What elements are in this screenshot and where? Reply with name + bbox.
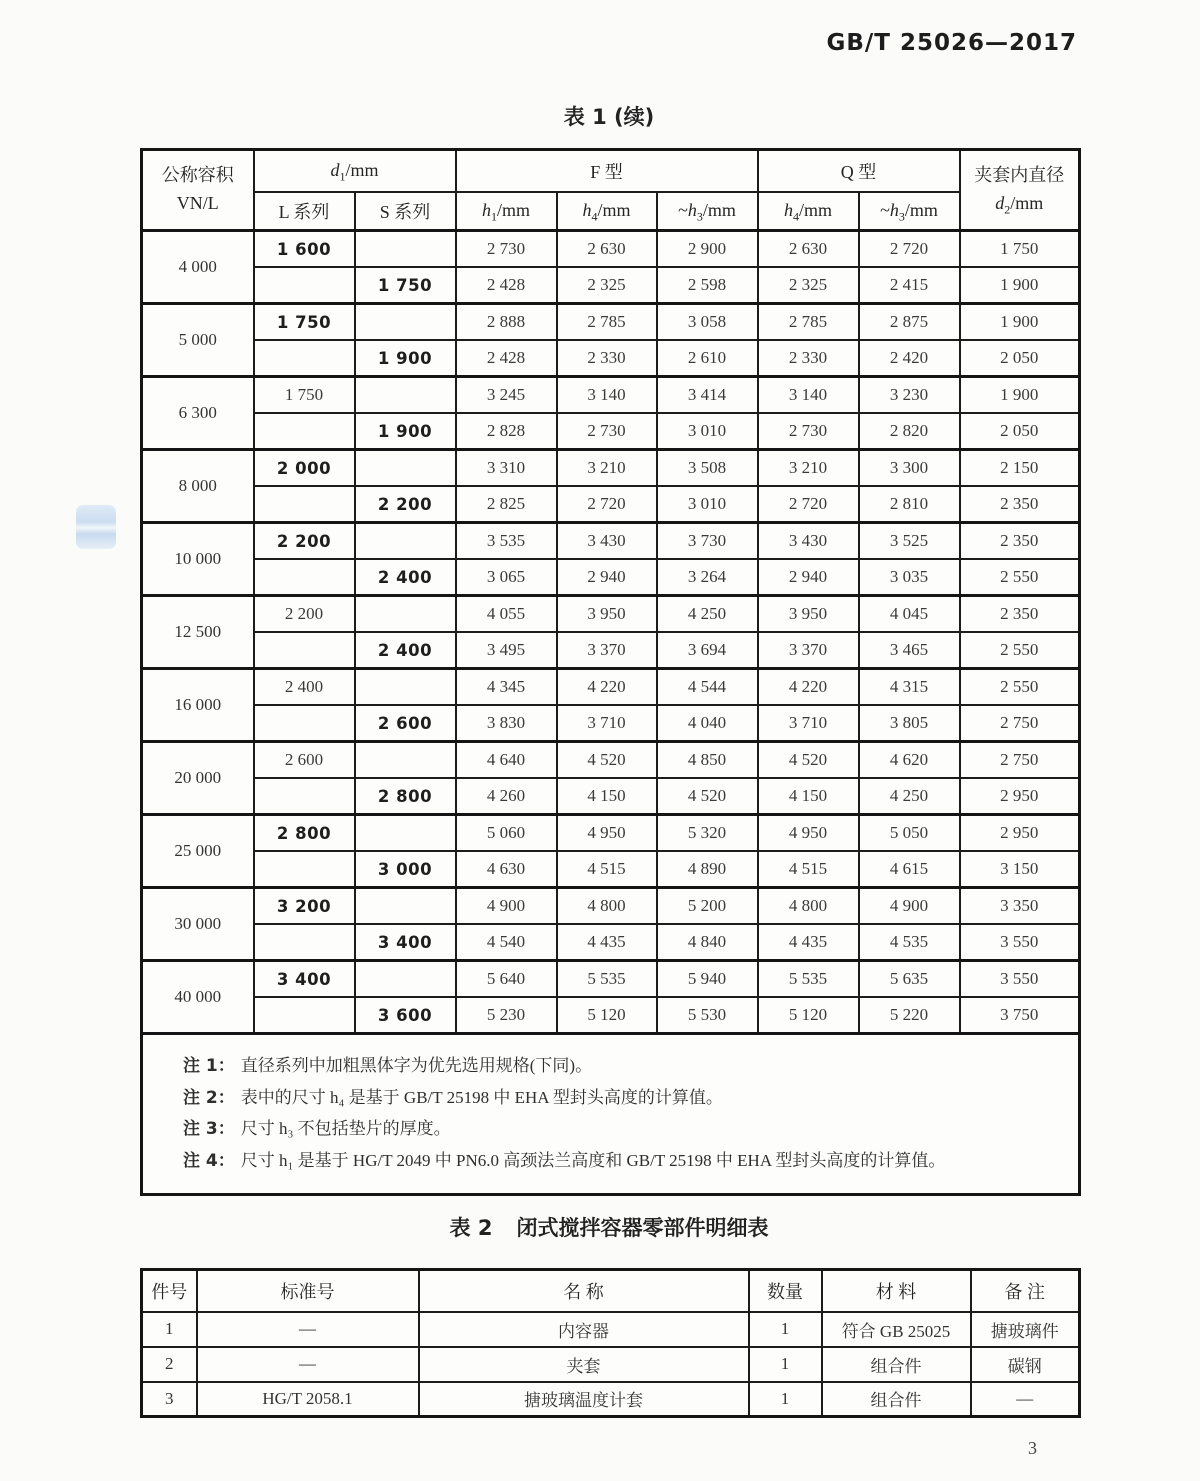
table2-header-col-2: 名 称 <box>419 1270 749 1312</box>
table1-row <box>142 778 1080 815</box>
table1-row <box>142 559 1080 596</box>
header-volume <box>142 150 254 231</box>
volume-cell: 30 000 <box>142 888 254 961</box>
cell-d1-s-series: 1 900 <box>355 340 456 377</box>
table2-header-col-0: 件号 <box>142 1270 197 1312</box>
cell-f-h1: 4 900 <box>456 888 557 925</box>
cell-f-h4: 4 435 <box>557 924 657 961</box>
table1-row <box>142 815 1080 852</box>
cell-f-h1: 4 055 <box>456 596 557 633</box>
cell-d2: 1 750 <box>960 231 1080 268</box>
cell-d1-s-series <box>355 377 456 414</box>
table2-row <box>142 1347 1080 1382</box>
dim-unit: /mm <box>799 200 833 221</box>
note-label: 注 2： <box>183 1087 235 1108</box>
table2-header-col-1: 标准号 <box>197 1270 419 1312</box>
cell-d1-l-series <box>254 778 355 815</box>
table2-header-row <box>142 1270 1080 1312</box>
cell-q-h3: 5 220 <box>859 997 960 1034</box>
cell-f-h4: 2 730 <box>557 413 657 450</box>
dim-subscript: 4 <box>591 209 598 224</box>
cell-f-h4: 4 220 <box>557 669 657 706</box>
volume-cell: 8 000 <box>142 450 254 523</box>
dim-unit: /mm <box>702 200 736 221</box>
cell-d1-l-series: 2 800 <box>254 815 355 852</box>
cell-q-h3: 4 620 <box>859 742 960 779</box>
cell-d1-l-series: 3 400 <box>254 961 355 998</box>
table2-row <box>142 1382 1080 1417</box>
cell-f-h1: 2 730 <box>456 231 557 268</box>
cell-d2: 2 050 <box>960 413 1080 450</box>
cell-q-h4: 3 430 <box>758 523 859 560</box>
cell-d1-s-series: 3 000 <box>355 851 456 888</box>
cell-q-h3: 4 045 <box>859 596 960 633</box>
cell-d1-l-series <box>254 267 355 304</box>
cell-f-h3: 3 414 <box>657 377 758 414</box>
table1-row <box>142 377 1080 414</box>
cell-f-h3: 4 890 <box>657 851 758 888</box>
table2-cell-r3-c4: 1 <box>749 1382 822 1417</box>
cell-d1-l-series <box>254 851 355 888</box>
cell-q-h4: 3 210 <box>758 450 859 487</box>
cell-f-h1: 3 495 <box>456 632 557 669</box>
dim-subscript: 3 <box>696 209 703 224</box>
table1-body <box>142 231 1080 1034</box>
cell-d1-s-series <box>355 596 456 633</box>
cell-f-h1: 5 230 <box>456 997 557 1034</box>
cell-d2: 2 350 <box>960 523 1080 560</box>
tilde-prefix: ~ <box>880 200 890 221</box>
cell-d2: 3 750 <box>960 997 1080 1034</box>
note-text: 尺寸 h₃ 不包括垫片的厚度。 <box>240 1119 451 1139</box>
header-dim-col-0 <box>456 192 557 231</box>
cell-f-h3: 2 598 <box>657 267 758 304</box>
cell-d1-s-series: 2 600 <box>355 705 456 742</box>
cell-d2: 2 950 <box>960 815 1080 852</box>
cell-f-h4: 2 940 <box>557 559 657 596</box>
cell-q-h4: 4 150 <box>758 778 859 815</box>
cell-d1-s-series: 2 400 <box>355 559 456 596</box>
table1-row <box>142 340 1080 377</box>
volume-cell: 20 000 <box>142 742 254 815</box>
cell-q-h4: 2 325 <box>758 267 859 304</box>
cell-d1-l-series: 1 750 <box>254 377 355 414</box>
cell-q-h3: 3 465 <box>859 632 960 669</box>
cell-d1-s-series: 1 900 <box>355 413 456 450</box>
cell-d1-s-series <box>355 888 456 925</box>
cell-q-h4: 4 950 <box>758 815 859 852</box>
cell-d1-l-series <box>254 559 355 596</box>
cell-d2: 1 900 <box>960 304 1080 341</box>
table1-row <box>142 486 1080 523</box>
cell-f-h1: 2 828 <box>456 413 557 450</box>
cell-f-h3: 5 200 <box>657 888 758 925</box>
cell-q-h3: 5 050 <box>859 815 960 852</box>
cell-q-h4: 2 940 <box>758 559 859 596</box>
volume-cell: 10 000 <box>142 523 254 596</box>
table1-row <box>142 267 1080 304</box>
cell-d1-s-series <box>355 450 456 487</box>
cell-d1-s-series <box>355 742 456 779</box>
cell-d2: 1 900 <box>960 267 1080 304</box>
cell-f-h4: 4 950 <box>557 815 657 852</box>
cell-f-h1: 4 640 <box>456 742 557 779</box>
note-label: 注 1： <box>183 1056 235 1076</box>
cell-d1-l-series: 2 200 <box>254 596 355 633</box>
table1-row <box>142 961 1080 998</box>
header-dim-col-4 <box>859 192 960 231</box>
cell-d1-s-series <box>355 961 456 998</box>
cell-d2: 2 150 <box>960 450 1080 487</box>
dim-subscript: 1 <box>491 209 497 224</box>
cell-d2: 3 350 <box>960 888 1080 925</box>
cell-d1-l-series <box>254 997 355 1034</box>
note-2 <box>183 1086 1060 1111</box>
cell-f-h4: 2 785 <box>557 304 657 341</box>
cell-f-h4: 4 515 <box>557 851 657 888</box>
cell-f-h3: 5 940 <box>657 961 758 998</box>
dim-letter: h <box>482 200 491 221</box>
table1-row <box>142 669 1080 706</box>
watermark-blob <box>76 505 116 549</box>
cell-d2: 1 900 <box>960 377 1080 414</box>
cell-q-h3: 3 035 <box>859 559 960 596</box>
cell-d1-s-series <box>355 523 456 560</box>
cell-d1-l-series: 3 200 <box>254 888 355 925</box>
cell-f-h1: 3 065 <box>456 559 557 596</box>
dim-unit: /mm <box>597 200 631 221</box>
cell-q-h3: 2 720 <box>859 231 960 268</box>
table2-title <box>140 1212 1078 1242</box>
cell-d1-s-series: 2 200 <box>355 486 456 523</box>
table1-row <box>142 413 1080 450</box>
cell-f-h3: 3 010 <box>657 486 758 523</box>
cell-f-h1: 4 540 <box>456 924 557 961</box>
cell-q-h3: 3 525 <box>859 523 960 560</box>
cell-f-h4: 2 330 <box>557 340 657 377</box>
cell-q-h3: 3 230 <box>859 377 960 414</box>
cell-d1-s-series: 2 400 <box>355 632 456 669</box>
cell-q-h3: 4 900 <box>859 888 960 925</box>
cell-f-h3: 3 010 <box>657 413 758 450</box>
cell-d2: 3 150 <box>960 851 1080 888</box>
cell-f-h1: 4 345 <box>456 669 557 706</box>
cell-d1-s-series <box>355 231 456 268</box>
volume-cell: 40 000 <box>142 961 254 1034</box>
cell-d2: 2 550 <box>960 632 1080 669</box>
note-text: 直径系列中加粗黑体字为优先选用规格(下同)。 <box>240 1056 593 1075</box>
cell-d1-s-series <box>355 669 456 706</box>
cell-q-h3: 2 820 <box>859 413 960 450</box>
cell-d1-l-series <box>254 705 355 742</box>
cell-f-h1: 3 245 <box>456 377 557 414</box>
tilde-prefix: ~ <box>678 200 688 221</box>
table2-cell-r3-c3: 搪玻璃温度计套 <box>419 1382 749 1417</box>
cell-d2: 2 550 <box>960 559 1080 596</box>
cell-d2: 3 550 <box>960 924 1080 961</box>
header-volume-line1: 公称容积 <box>161 165 234 186</box>
table2-cell-r3-c5: 组合件 <box>822 1382 971 1417</box>
header-d2-line2: $d_2/mm$ <box>995 193 1044 217</box>
cell-d1-l-series <box>254 340 355 377</box>
cell-q-h3: 3 805 <box>859 705 960 742</box>
cell-f-h4: 5 535 <box>557 961 657 998</box>
cell-d1-l-series: 1 750 <box>254 304 355 341</box>
cell-f-h1: 2 825 <box>456 486 557 523</box>
cell-f-h4: 4 150 <box>557 778 657 815</box>
table2-cell-r2-c1: 2 <box>142 1347 197 1382</box>
table1-row <box>142 231 1080 268</box>
header-s-series: S 系列 <box>355 192 456 231</box>
cell-q-h4: 4 220 <box>758 669 859 706</box>
cell-d2: 2 050 <box>960 340 1080 377</box>
standard-code: GB/T 25026—2017 <box>826 30 1077 56</box>
cell-d2: 2 950 <box>960 778 1080 815</box>
table2-cell-r2-c6: 碳钢 <box>971 1347 1080 1382</box>
volume-cell: 16 000 <box>142 669 254 742</box>
cell-q-h4: 3 140 <box>758 377 859 414</box>
table1-row <box>142 632 1080 669</box>
header-d1-group: $d_1/mm$ <box>254 150 456 192</box>
header-dim-col-3 <box>758 192 859 231</box>
cell-q-h4: 2 630 <box>758 231 859 268</box>
table1-row <box>142 596 1080 633</box>
cell-f-h3: 5 320 <box>657 815 758 852</box>
cell-d2: 3 550 <box>960 961 1080 998</box>
cell-d1-l-series: 1 600 <box>254 231 355 268</box>
table2-title-text: 闭式搅拌容器零部件明细表 <box>516 1216 769 1240</box>
cell-q-h4: 3 950 <box>758 596 859 633</box>
table1-subheader-row <box>142 192 1080 231</box>
cell-q-h3: 2 415 <box>859 267 960 304</box>
dim-letter: h <box>687 200 697 221</box>
note-label: 注 3： <box>183 1119 235 1140</box>
cell-q-h3: 4 315 <box>859 669 960 706</box>
cell-d2: 2 750 <box>960 705 1080 742</box>
table2-cell-r3-c2: HG/T 2058.1 <box>197 1382 419 1417</box>
cell-f-h3: 4 840 <box>657 924 758 961</box>
cell-d1-l-series <box>254 924 355 961</box>
cell-q-h4: 2 330 <box>758 340 859 377</box>
header-q-type: Q 型 <box>758 150 960 192</box>
note-4 <box>183 1149 1060 1174</box>
table1-title: 表 1 (续) <box>563 105 655 129</box>
cell-q-h3: 5 635 <box>859 961 960 998</box>
cell-d2: 2 350 <box>960 486 1080 523</box>
table1 <box>140 148 1081 1196</box>
table2-cell-r1-c3: 内容器 <box>419 1312 749 1347</box>
table1-row <box>142 924 1080 961</box>
table1-row <box>142 851 1080 888</box>
cell-f-h4: 3 140 <box>557 377 657 414</box>
table1-row <box>142 523 1080 560</box>
cell-f-h3: 5 530 <box>657 997 758 1034</box>
header-d2-line1: 夹套内直径 <box>974 165 1065 186</box>
cell-f-h4: 2 325 <box>557 267 657 304</box>
dim-unit: /mm <box>497 200 531 221</box>
cell-f-h4: 5 120 <box>557 997 657 1034</box>
volume-cell: 5 000 <box>142 304 254 377</box>
table2-body <box>142 1312 1080 1417</box>
cell-d1-l-series <box>254 486 355 523</box>
cell-f-h3: 3 694 <box>657 632 758 669</box>
cell-q-h4: 2 720 <box>758 486 859 523</box>
dim-letter: h <box>889 200 899 221</box>
volume-cell: 4 000 <box>142 231 254 304</box>
cell-q-h4: 4 520 <box>758 742 859 779</box>
cell-f-h3: 2 610 <box>657 340 758 377</box>
cell-q-h3: 4 615 <box>859 851 960 888</box>
cell-f-h1: 3 310 <box>456 450 557 487</box>
cell-f-h3: 3 058 <box>657 304 758 341</box>
table2-header-col-5: 备 注 <box>971 1270 1080 1312</box>
dim-unit: /mm <box>904 200 938 221</box>
volume-cell: 6 300 <box>142 377 254 450</box>
header-l-series: L 系列 <box>254 192 355 231</box>
cell-q-h4: 2 730 <box>758 413 859 450</box>
cell-d1-s-series: 3 400 <box>355 924 456 961</box>
cell-f-h3: 2 900 <box>657 231 758 268</box>
cell-d2: 2 750 <box>960 742 1080 779</box>
cell-f-h3: 3 730 <box>657 523 758 560</box>
header-volume-line2: VN/L <box>176 193 219 213</box>
cell-f-h1: 2 428 <box>456 267 557 304</box>
cell-q-h3: 2 420 <box>859 340 960 377</box>
cell-q-h4: 4 800 <box>758 888 859 925</box>
table2-cell-r2-c2: — <box>197 1347 419 1382</box>
table1-row <box>142 304 1080 341</box>
table1-row <box>142 742 1080 779</box>
cell-f-h3: 4 250 <box>657 596 758 633</box>
table2-title-prefix: 表 2 <box>449 1216 493 1240</box>
cell-f-h4: 3 370 <box>557 632 657 669</box>
table1-row <box>142 997 1080 1034</box>
table2-cell-r3-c1: 3 <box>142 1382 197 1417</box>
cell-d1-l-series: 2 600 <box>254 742 355 779</box>
cell-q-h4: 4 435 <box>758 924 859 961</box>
header-f-type: F 型 <box>456 150 758 192</box>
cell-f-h1: 3 830 <box>456 705 557 742</box>
note-text: 尺寸 h₁ 是基于 HG/T 2049 中 PN6.0 高颈法兰高度和 GB/T 25198 中 EHA 型封头高度的计算值。 <box>240 1150 946 1170</box>
table1-row <box>142 888 1080 925</box>
cell-d1-s-series: 2 800 <box>355 778 456 815</box>
cell-f-h3: 4 520 <box>657 778 758 815</box>
volume-cell: 12 500 <box>142 596 254 669</box>
volume-cell: 25 000 <box>142 815 254 888</box>
cell-f-h1: 5 060 <box>456 815 557 852</box>
table2-header-col-3: 数量 <box>749 1270 822 1312</box>
cell-q-h3: 3 300 <box>859 450 960 487</box>
table1-row <box>142 705 1080 742</box>
table1-row <box>142 450 1080 487</box>
cell-d1-s-series: 1 750 <box>355 267 456 304</box>
dim-letter: h <box>582 200 592 221</box>
cell-f-h1: 4 260 <box>456 778 557 815</box>
table2-cell-r2-c4: 1 <box>749 1347 822 1382</box>
cell-f-h1: 2 428 <box>456 340 557 377</box>
cell-d1-s-series: 3 600 <box>355 997 456 1034</box>
cell-d2: 2 550 <box>960 669 1080 706</box>
cell-d1-l-series <box>254 413 355 450</box>
cell-q-h4: 5 535 <box>758 961 859 998</box>
table2-cell-r3-c6: — <box>971 1382 1080 1417</box>
cell-f-h4: 3 950 <box>557 596 657 633</box>
dim-subscript: 4 <box>793 209 800 224</box>
cell-f-h4: 4 800 <box>557 888 657 925</box>
table2-cell-r2-c5: 组合件 <box>822 1347 971 1382</box>
cell-f-h3: 3 264 <box>657 559 758 596</box>
cell-f-h4: 3 710 <box>557 705 657 742</box>
table2-cell-r1-c5: 符合 GB 25025 <box>822 1312 971 1347</box>
table2-cell-r1-c2: — <box>197 1312 419 1347</box>
header-d2 <box>960 150 1080 231</box>
cell-q-h4: 3 710 <box>758 705 859 742</box>
cell-q-h4: 4 515 <box>758 851 859 888</box>
cell-f-h1: 3 535 <box>456 523 557 560</box>
dim-letter: h <box>784 200 794 221</box>
dim-subscript: 3 <box>898 209 905 224</box>
cell-f-h4: 2 720 <box>557 486 657 523</box>
table2-header-col-4: 材 料 <box>822 1270 971 1312</box>
table2-cell-r1-c1: 1 <box>142 1312 197 1347</box>
cell-q-h3: 2 810 <box>859 486 960 523</box>
cell-f-h4: 2 630 <box>557 231 657 268</box>
header-dim-col-1 <box>557 192 657 231</box>
cell-f-h1: 5 640 <box>456 961 557 998</box>
cell-q-h3: 2 875 <box>859 304 960 341</box>
cell-d1-l-series <box>254 632 355 669</box>
cell-q-h4: 3 370 <box>758 632 859 669</box>
cell-f-h4: 4 520 <box>557 742 657 779</box>
cell-d1-s-series <box>355 304 456 341</box>
cell-q-h3: 4 250 <box>859 778 960 815</box>
table2 <box>140 1268 1081 1418</box>
table1-notes <box>142 1034 1080 1195</box>
notes-list <box>183 1054 1060 1174</box>
table2-cell-r1-c6: 搪玻璃件 <box>971 1312 1080 1347</box>
cell-q-h4: 5 120 <box>758 997 859 1034</box>
cell-f-h3: 4 040 <box>657 705 758 742</box>
cell-d2: 2 350 <box>960 596 1080 633</box>
header-dim-col-2 <box>657 192 758 231</box>
cell-q-h3: 4 535 <box>859 924 960 961</box>
cell-q-h4: 2 785 <box>758 304 859 341</box>
note-3 <box>183 1117 1060 1142</box>
cell-f-h1: 2 888 <box>456 304 557 341</box>
cell-f-h3: 4 544 <box>657 669 758 706</box>
cell-f-h4: 3 210 <box>557 450 657 487</box>
cell-d1-l-series: 2 400 <box>254 669 355 706</box>
cell-f-h1: 4 630 <box>456 851 557 888</box>
note-text: 表中的尺寸 h₄ 是基于 GB/T 25198 中 EHA 型封头高度的计算值。 <box>240 1087 723 1107</box>
cell-d1-l-series: 2 000 <box>254 450 355 487</box>
table2-cell-r2-c3: 夹套 <box>419 1347 749 1382</box>
cell-f-h4: 3 430 <box>557 523 657 560</box>
note-1 <box>183 1054 1060 1079</box>
note-label: 注 4： <box>183 1150 235 1171</box>
page-number: 3 <box>1028 1438 1037 1458</box>
table2-cell-r1-c4: 1 <box>749 1312 822 1347</box>
cell-d1-l-series: 2 200 <box>254 523 355 560</box>
cell-f-h3: 3 508 <box>657 450 758 487</box>
cell-f-h3: 4 850 <box>657 742 758 779</box>
cell-d1-s-series <box>355 815 456 852</box>
table2-row <box>142 1312 1080 1347</box>
